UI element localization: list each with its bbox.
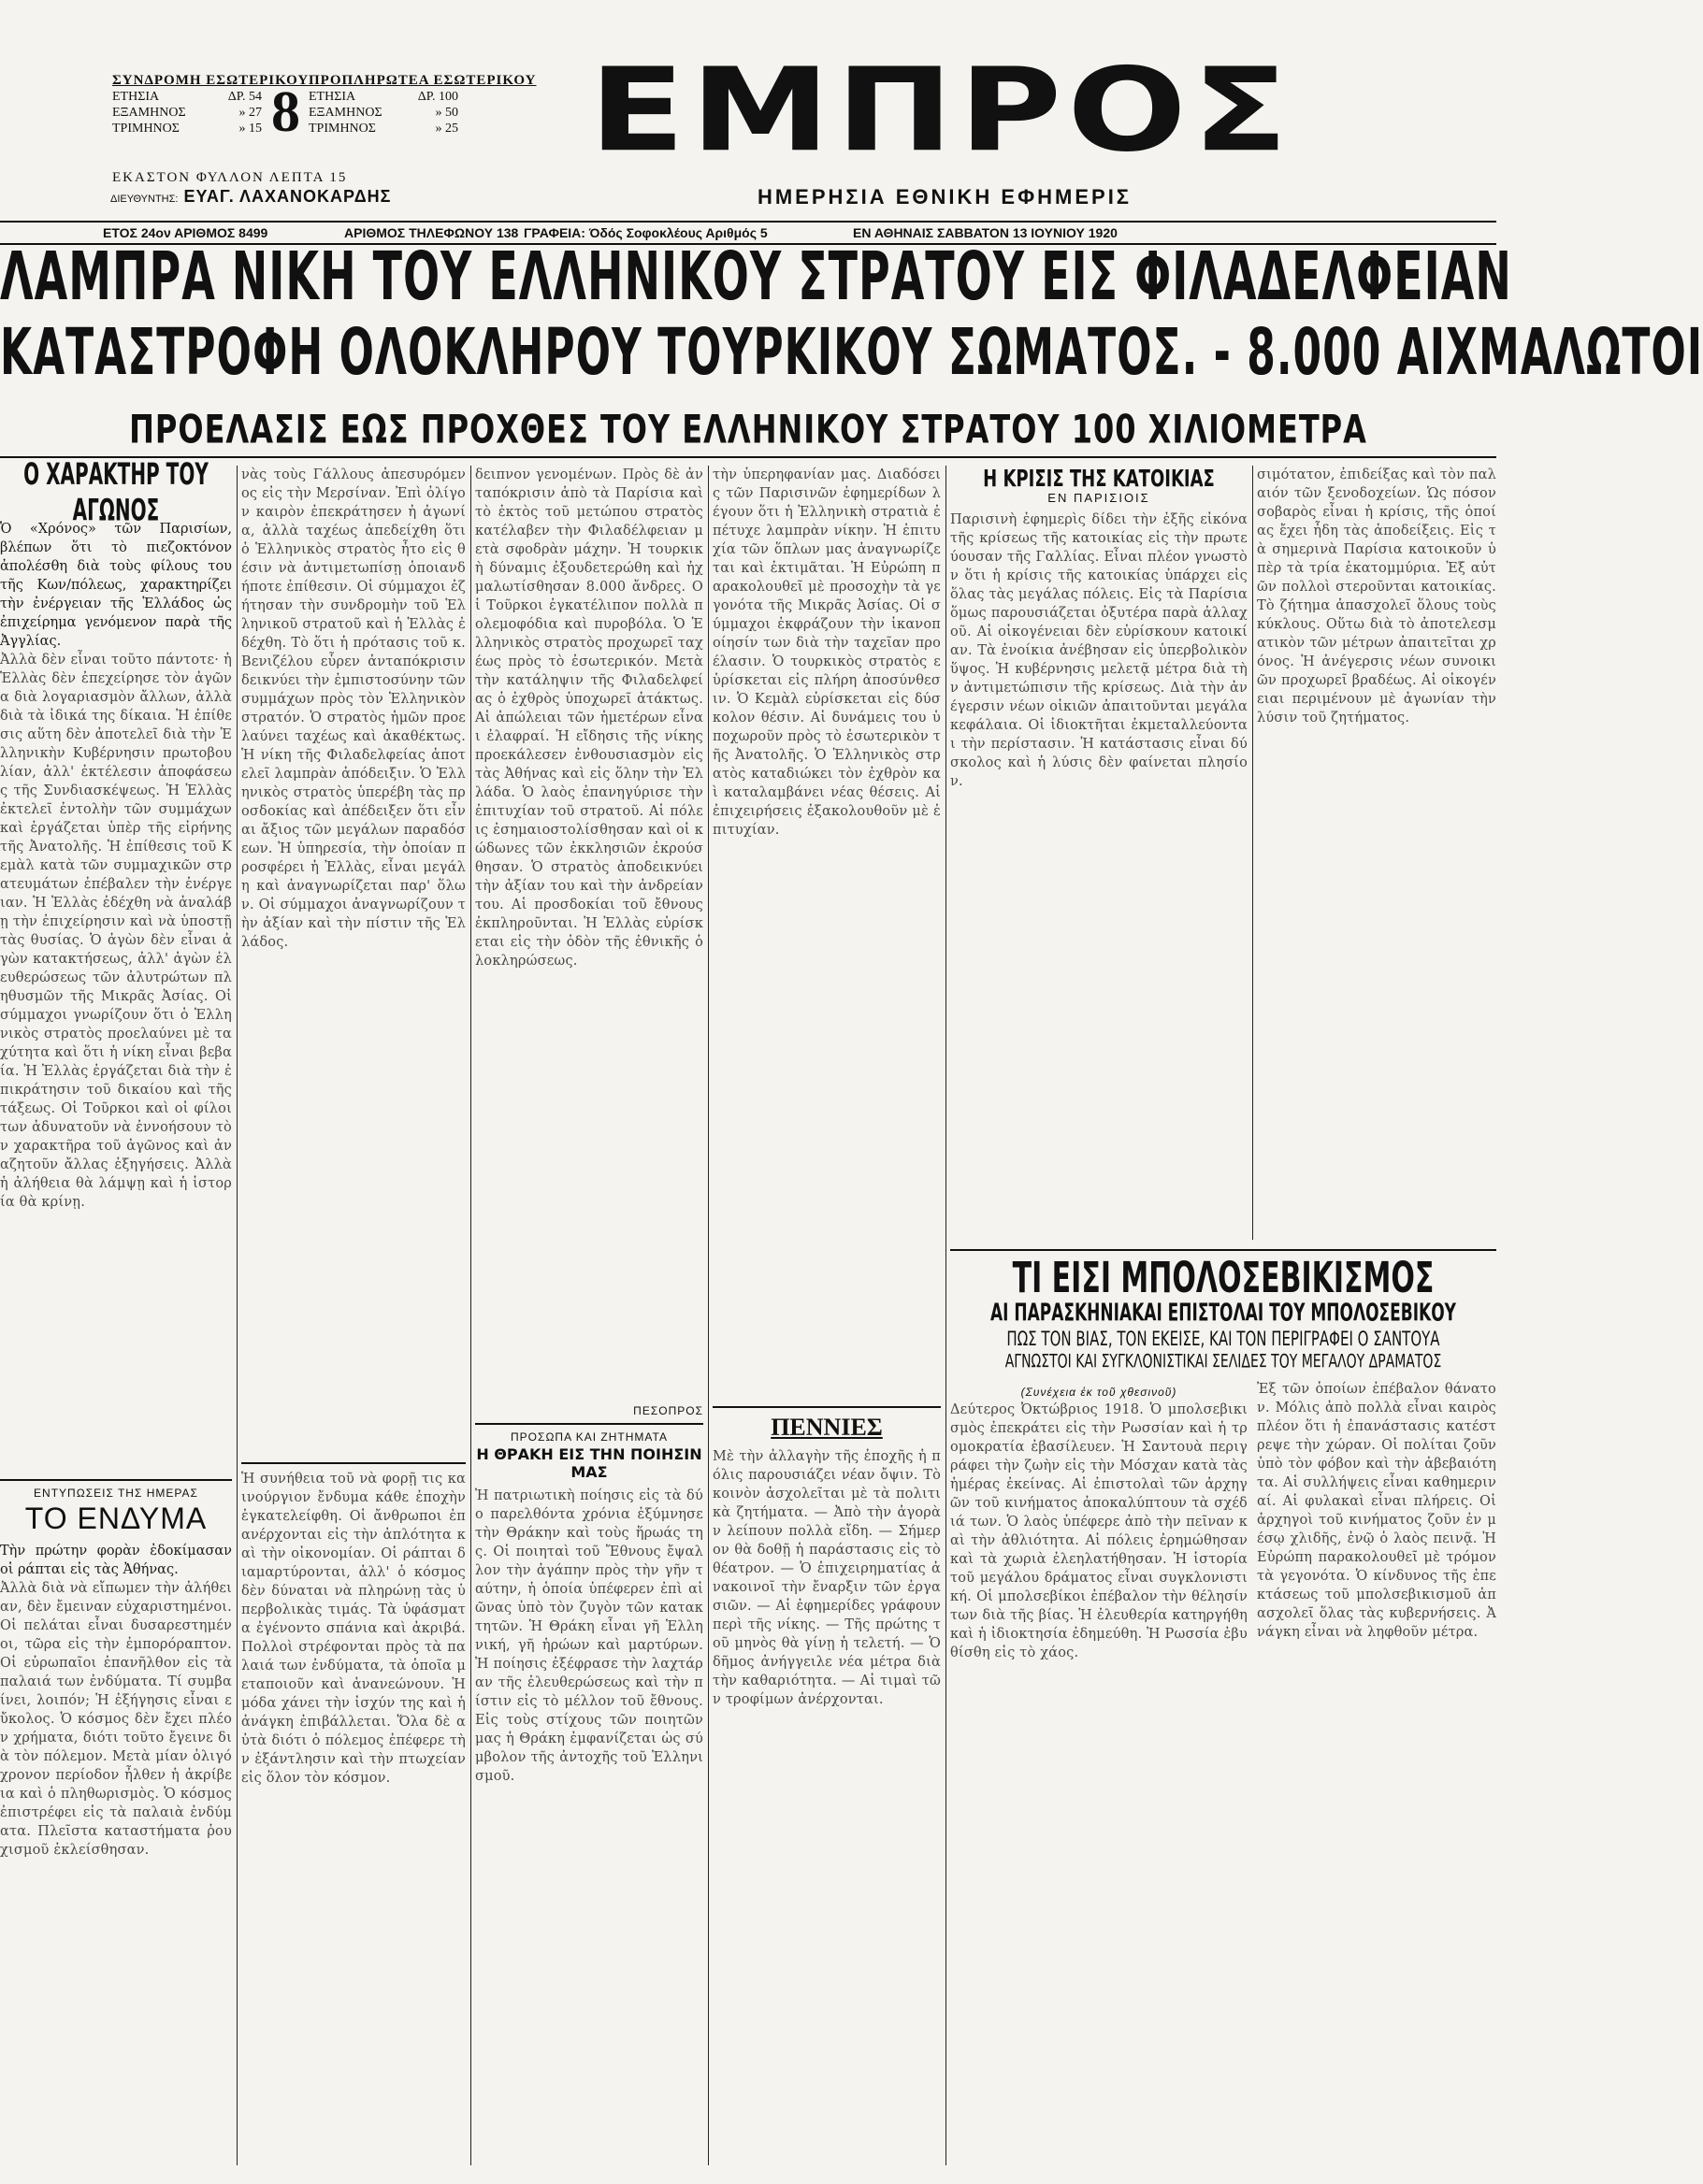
feature-top-rule (950, 1249, 1496, 1251)
column-section-header: ΠΡΟΣΩΠΑ ΚΑΙ ΖΗΤΗΜΑΤΑ (511, 1430, 668, 1444)
article-body-continued: νὰς τοὺς Γάλλους ἀπεσυρόμενος εἰς τὴν Μερσίναν. Ἐπὶ ὀλίγον καιρὸν ἐπεκράτησεν ἡ ἀγωνία, ἀλλὰ ταχέως ἀπεδείχθη ὅτι ὁ Ἑλληνικὸς στρατὸς ἦτο εἰς θέσιν νὰ ἀντιμετωπίσῃ ὁποιανδήποτε ἐπίθεσιν. Οἱ σύμμαχοι ἐζήτησαν τὴν συνδρομὴν τοῦ Ἑλληνικοῦ στρατοῦ καὶ ἡ Ἑλλὰς ἐδέχθη. Τὸ ὅτι ἡ πρότασις τοῦ κ. Βενιζέλου εὗρεν ἀνταπόκρισιν δεικνύει τὴν ἐμπιστοσύνην τῶν συμμάχων πρὸς τὸν Ἑλληνικὸν στρατόν. Ὁ στρατὸς ἡμῶν προελαύνει ταχέως καὶ ἀκαθέκτως. Ἡ νίκη τῆς Φιλαδελφείας ἀποτελεῖ λαμπρὰν ἀπόδειξιν. Ὁ Ἑλληνικὸς στρατὸς ὑπερέβη τὰς προσδοκίας καὶ ἀπέδειξεν ὅτι εἶναι ἄξιος τῶν μεγάλων παραδόσεων. Ἡ ὑπηρεσία, τὴν ὁποίαν προσφέρει ἡ Ἑλλὰς, εἶναι μεγάλη καὶ ἀναγνωρίζεται παρ' ὅλων. Οἱ σύμμαχοι ἀναγνωρίζουν τὴν ἀξίαν καὶ τὴν πίστιν τῆς Ἑλλάδος. (241, 467, 466, 950)
continuation-note: (Συνέχεια ἐκ τοῦ χθεσινοῦ) (1020, 1386, 1177, 1399)
housing-crisis-title (950, 465, 1248, 494)
tagline: ΗΜΕΡΗΣΙΑ ΕΘΝΙΚΗ ΕΦΗΜΕΡΙΣ (757, 185, 1133, 208)
bolshevism-title (950, 1254, 1496, 1303)
sub-row-value: » 27 (238, 106, 262, 120)
section-divider (475, 1423, 703, 1425)
sub-row-value: » 50 (435, 106, 458, 120)
column-divider (1252, 466, 1253, 1240)
column-4 (713, 466, 941, 2165)
column-divider (945, 466, 946, 2165)
year-issue: ΕΤΟΣ 24ον ΑΡΙΘΜΟΣ 8499 (103, 225, 268, 240)
director-name: ΕΥΑΓ. ΛΑΧΑΝΟΚΑΡΔΗΣ (183, 187, 392, 206)
third-headline-text: ΠΡΟΕΛΑΣΙΣ ΕΩΣ ΠΡΟΧΘΕΣ ΤΟΥ ΕΛΛΗΝΙΚΟΥ ΣΤΡΑΤΟΥ 100 ΧΙΛΙΟΜΕΤΡΑ (129, 406, 1367, 453)
logo-text: ΕΜΠΡΟΣ (589, 44, 1294, 178)
article-title-character (0, 455, 232, 528)
bolshevism-left-text: Δεύτερος Ὀκτώβριος 1918. Ὁ μπολσεβικισμὸς ἐπεκράτει εἰς τὴν Ρωσσίαν καὶ ἡ τρομοκρατία ἐβασίλευεν. Ἡ Σαντουὰ περιγράφει τὴν ζωὴν εἰς τὴν Μόσχαν κατὰ τὰς ἡμέρας ἐκείνας. Αἱ ἐπιστολαὶ τῶν ἀρχηγῶν τοῦ κινήματος ἀποκαλύπτουν τὰ σχέδιά των. Ὁ λαὸς ὑπέφερε ἀπὸ τὴν πεῖναν καὶ τὴν ἀθλιότητα. Αἱ πόλεις ἐρημώθησαν καὶ τὰ χωριὰ ἐλεηλατήθησαν. Ἡ ἱστορία τοῦ μεγάλου δράματος εἶναι συγκλονιστική. Οἱ μπολσεβίκοι ἐπέβαλον τὴν θέλησίν των διὰ τῆς βίας. Ἡ ἐλευθερία κατηργήθη καὶ ἡ ἰδιοκτησία ἐδημεύθη. Ἡ Ρωσσία ἐβυθίσθη εἰς τὸ χάος. (950, 1402, 1248, 1660)
column-5 (950, 466, 1248, 1240)
housing-crisis-text: Παρισινὴ ἐφημερὶς δίδει τὴν ἐξῆς εἰκόνα τῆς κρίσεως τῆς κατοικίας εἰς τὴν πρωτεύουσαν τῆς Γαλλίας. Εἶναι πλέον γνωστὸν ὅτι ἡ κρίσις τῆς κατοικίας ὑπάρχει εἰς ὅλας τὰς μεγάλας πόλεις. Εἰς τὰ Παρίσια ὅμως παρουσιάζεται ὀξυτέρα παρὰ ἀλλαχοῦ. Αἱ οἰκογένειαι δὲν εὑρίσκουν κατοικίαν. Τὰ ἐνοίκια ἀνέβησαν εἰς ὑπερβολικὸν ὕψος. Ἡ κυβέρνησις μελετᾷ μέτρα διὰ τὴν ἀντιμετώπισιν τῆς κρίσεως. Διὰ τὴν ἀνέγερσιν νέων οἰκιῶν ἀπαιτοῦνται μεγάλα κεφάλαια. Οἱ ἰδιοκτῆται ἐκμεταλλεύονται τὴν περίστασιν. Ἡ κατάστασις εἶναι δύσκολος καὶ ἡ λύσις δὲν φαίνεται πλησίον. (950, 512, 1248, 789)
thrace-poetry-text: Ἡ πατριωτικὴ ποίησις εἰς τὰ δύο παρελθόντα χρόνια ἐξύμνησε τὴν Θράκην καὶ τοὺς ἥρωάς της. Οἱ ποιηταὶ τοῦ Ἔθνους ἔψαλλον τὴν ἀγάπην πρὸς τὴν γῆν ταύτην, ἡ ὁποία ὑπέφερεν ἐπὶ αἰῶνας ὑπὸ τὸν ζυγὸν τῶν κατακτητῶν. Ἡ Θράκη εἶναι γῆ Ἑλληνική, γῆ ἡρώων καὶ μαρτύρων. Ἡ ποίησις ἐξέφρασε τὴν λαχτάραν τῆς ἐλευθερώσεως καὶ τὴν πίστιν εἰς τὸ μέλλον τοῦ ἔθνους. Εἰς τοὺς στίχους τῶν ποιητῶν μας ἡ Θράκη ἐμφανίζεται ὡς σύμβολον τῆς ἀντοχῆς τοῦ Ἑλληνισμοῦ. (475, 1488, 703, 1784)
column-divider (237, 466, 238, 2165)
bolshevism-subtitle-2-text: ΠΩΣ ΤΟΝ ΒΙΑΣ, ΤΟΝ ΕΚΕΙΣΕ, ΚΑΙ ΤΟΝ ΠΕΡΙΓΡΑΦΕΙ Ο ΣΑΝΤΟΥΑ (1006, 1327, 1440, 1351)
section-divider (713, 1406, 941, 1408)
bolshevism-subtitle-3 (950, 1351, 1496, 1373)
main-headline (0, 237, 1512, 315)
bolshevism-subtitle-2 (950, 1327, 1496, 1351)
column-divider (470, 466, 471, 2165)
masthead (0, 44, 1496, 215)
impressions-section-header: ΕΝΤΥΠΩΣΕΙΣ ΤΗΣ ΗΜΕΡΑΣ (34, 1487, 198, 1500)
sub-row-value: » 25 (435, 122, 458, 136)
sub-row-value: » 15 (238, 122, 262, 136)
impressions-title: ΤΟ ΕΝΔΥΜΑ (24, 1502, 208, 1535)
phone-number: ΑΡΙΘΜΟΣ ΤΗΛΕΦΩΝΟΥ 138 (344, 225, 519, 240)
column-3 (475, 466, 703, 2165)
subscription-header: ΣΥΝΔΡΟΜΗ ΕΣΩΤΕΡΙΚΟΥ (112, 73, 310, 88)
director-line (110, 187, 391, 207)
bolshevism-subtitle-3-text: ΑΓΝΩΣΤΟΙ ΚΑΙ ΣΥΓΚΛΟΝΙΣΤΙΚΑΙ ΣΕΛΙΔΕΣ ΤΟΥ ΜΕΓΑΛΟΥ ΔΡΑΜΑΤΟΣ (1004, 1351, 1442, 1373)
penies-title: ΠΕΝΝΙΕΣ (771, 1414, 883, 1441)
article-signature: ΠΕΣΟΠΡΟΣ (633, 1404, 703, 1417)
column-2 (241, 466, 466, 2165)
sub-row-label: ΕΤΗΣΙΑ (112, 90, 160, 104)
sub-row-label: ΤΡΙΜΗΝΟΣ (112, 122, 180, 136)
article-title-text: Ο ΧΑΡΑΚΤΗΡ ΤΟΥ ΑΓΩΝΟΣ (23, 455, 209, 528)
housing-crisis-title-text: Η ΚΡΙΣΙΣ ΤΗΣ ΚΑΤΟΙΚΙΑΣ (983, 465, 1215, 494)
second-headline (0, 315, 1703, 391)
column-4-upper-text: τὴν ὑπερηφανίαν μας. Διαδόσεις τῶν Παρισινῶν ἐφημερίδων λέγουν ὅτι ἡ Ἑλληνικὴ στρατιὰ ἐπέτυχε λαμπρὰν νίκην. Ἡ ἐπιτυχία τῶν ὅπλων μας ἀναγνωρίζεται καὶ ἐκτιμᾶται. Ἡ Εὐρώπη παρακολουθεῖ μὲ προσοχὴν τὰ γεγονότα τῆς Μικρᾶς Ἀσίας. Οἱ σύμμαχοι ἐκφράζουν τὴν ἱκανοποίησίν των διὰ τὴν ταχεῖαν προέλασιν. Ὁ τουρκικὸς στρατὸς εὑρίσκεται εἰς πλήρη ἀποσύνθεσιν. Ὁ Κεμὰλ εὑρίσκεται εἰς δύσκολον θέσιν. Αἱ δυνάμεις του ὑποχωροῦν πρὸς τὸ ἐσωτερικὸν τῆς Ἀνατολῆς. Ὁ Ἑλληνικὸς στρατὸς καταδιώκει τὸν ἐχθρὸν καὶ καταλαμβάνει νέας θέσεις. Αἱ ἐπιχειρήσεις ἐξακολουθοῦν μὲ ἐπιτυχίαν. (713, 467, 941, 838)
sub-row-label: ΕΤΗΣΙΑ (309, 90, 356, 104)
sub-row-value: ΔΡ. 100 (417, 90, 458, 104)
section-divider (0, 1479, 232, 1481)
column-6 (1257, 466, 1496, 1240)
sub-row-value: ΔΡ. 54 (227, 90, 262, 104)
bolshevism-right-text: Ἐξ τῶν ὁποίων ἐπέβαλον θάνατον. Μόλις ἀπὸ πολλὰ εἶναι καιρὸς πλέον ὅτι ἡ ἐπανάστασις κατέστρεψε τὴν χώραν. Οἱ πολίται ζοῦν ὑπὸ τὸν φόβον καὶ τὴν ἀβεβαιότητα. Αἱ συλλήψεις εἶναι καθημεριναί. Αἱ φυλακαὶ εἶναι πλήρεις. Οἱ ἀρχηγοὶ τοῦ κινήματος ζοῦν ἐν μέσῳ χλιδῆς, ἐνῷ ὁ λαὸς πεινᾷ. Ἡ Εὐρώπη παρακολουθεῖ μὲ τρόμον τὰ γεγονότα. Ὁ κίνδυνος τῆς ἐπεκτάσεως τοῦ μπολσεβικισμοῦ ἀπασχολεῖ ὅλας τὰς κυβερνήσεις. Ἀνάγκη εἶναι νὰ ληφθοῦν μέτρα. (1257, 1382, 1496, 1640)
price-line: ΕΚΑΣΤΟΝ ΦΥΛΛΟΝ ΛΕΠΤΑ 15 (112, 170, 348, 185)
sub-row-label: ΕΞΑΜΗΝΟΣ (112, 106, 186, 120)
housing-crisis-subtitle: ΕΝ ΠΑΡΙΣΙΟΙΣ (1047, 491, 1150, 505)
director-label: ΔΙΕΥΘΥΝΤΗΣ: (110, 194, 179, 205)
bolshevism-subtitle-1 (950, 1300, 1496, 1328)
war-report-text: δειπνον γενομένων. Πρὸς δὲ ἀνταπόκρισιν ἀπὸ τὰ Παρίσια καὶ τὸ ἐκτὸς τοῦ μετώπου στρατὸς κατέλαβεν τὴν Φιλαδέλφειαν μετὰ σφοδρὰν μάχην. Ἡ τουρκικὴ δύναμις ἐξουδετερώθη καὶ ἠχμαλωτίσθησαν 8.000 ἄνδρες. Οἱ Τοῦρκοι ἐγκατέλιπον πολλὰ πολεμοφόδια καὶ πυροβόλα. Ὁ Ἑλληνικὸς στρατὸς προχωρεῖ ταχέως πρὸς τὸ ἐσωτερικόν. Μετὰ τὴν κατάληψιν τῆς Φιλαδελφείας ὁ ἐχθρὸς ὑποχωρεῖ ἀτάκτως. Αἱ ἀπώλειαι τῶν ἡμετέρων εἶναι ἐλαφραί. Ἡ εἴδησις τῆς νίκης προεκάλεσεν ἐνθουσιασμὸν εἰς τὰς Ἀθήνας καὶ εἰς ὅλην τὴν Ἑλλάδα. Ὁ λαὸς ἐπανηγύρισε τὴν ἐπιτυχίαν τοῦ στρατοῦ. Αἱ πόλεις ἐσημαιοστολίσθησαν καὶ οἱ κώδωνες τῶν ἐκκλησιῶν ἐκρούσθησαν. Ὁ στρατὸς ἀποδεικνύει τὴν ἀξίαν του καὶ τὴν ἀνδρείαν του. Αἱ προσδοκίαι τοῦ ἔθνους ἐκπληροῦνται. Ἡ Ἑλλὰς εὑρίσκεται εἰς τὴν ὁδὸν τῆς ἐθνικῆς ὁλοκληρώσεως. (475, 467, 703, 969)
office-address: ΓΡΑΦΕΙΑ: Όδός Σοφοκλέους Αριθμός 5 (524, 225, 768, 240)
page-marker: 8 (271, 80, 300, 144)
newspaper-logo (589, 44, 1300, 178)
bolshevism-subtitle-1-text: ΑΙ ΠΑΡΑΣΚΗΝΙΑΚΑΙ ΕΠΙΣΤΟΛΑΙ ΤΟΥ ΜΠΟΛΟΣΕΒΙΚΟΥ (989, 1300, 1456, 1328)
impressions-continued-text: Ἡ συνήθεια τοῦ νὰ φορῇ τις καινούργιον ἔνδυμα κάθε ἐποχὴν ἐγκατελείφθη. Οἱ ἄνθρωποι ἐπανέρχονται εἰς τὴν ἀπλότητα καὶ τὴν οἰκονομίαν. Οἱ ράπται διαμαρτύρονται, ἀλλ' ὁ κόσμος δὲν δύναται νὰ πληρώνῃ τὰς ὑπερβολικὰς τιμάς. Τὰ ὑφάσματα ἐγένοντο σπάνια καὶ ἀκριβά. Πολλοὶ στρέφονται πρὸς τὰ παλαιά των ἐνδύματα, τὰ ὁποῖα μεταποιοῦν καὶ ἀνανεώνουν. Ἡ μόδα χάνει τὴν ἰσχύν της καὶ ἡ ἀνάγκη ἐπιβάλλεται. Ὅλα δὲ αὐτὰ διότι ὁ πόλεμος ἐπέφερε τὴν ἐξάντλησιν καὶ τὴν πτωχείαν εἰς ὅλον τὸν κόσμον. (241, 1472, 466, 1786)
bolshevism-title-text: ΤΙ ΕΙΣΙ ΜΠΟΛΟΣΕΒΙΚΙΣΜΟΣ (1012, 1254, 1435, 1303)
bolshevism-column-left (950, 1380, 1248, 2175)
bolshevism-feature (950, 1249, 1496, 2184)
bolshevism-columns (950, 1380, 1496, 2175)
article-body-text-block: Ἀλλὰ δὲν εἶναι τοῦτο πάντοτε· ἡ Ἑλλὰς δὲν ἐπεχείρησε τὸν ἀγῶνα διὰ λογαριασμὸν ἄλλων, ἀλλὰ διὰ τὰ ἰδικά της δίκαια. Ἡ ἐπίθεσις αὕτη δὲν ἀποτελεῖ διὰ τὴν Ἑλληνικὴν Κυβέρνησιν πρωτοβουλίαν, ἀλλ' ἐκτέλεσιν ἀποφάσεως τῆς Συνδιασκέψεως. Ἡ Ἑλλὰς ἐκτελεῖ ἐντολὴν τῶν συμμάχων καὶ ἐργάζεται ὑπὲρ τῆς εἰρήνης τῆς Ἀνατολῆς. Ἡ ἐπίθεσις τοῦ Κεμὰλ κατὰ τῶν συμμαχικῶν στρατευμάτων ἐπέβαλεν τὴν ἐνέργειαν. Ἡ Ἑλλὰς ἐδέχθη νὰ ἀναλάβῃ τὴν ἐπιχείρησιν καὶ νὰ ὑποστῇ τὰς θυσίας. Ὁ ἀγὼν δὲν εἶναι ἀγὼν κατακτήσεως, ἀλλ' ἀγὼν ἐλευθερώσεως τῶν ἀλυτρώτων πληθυσμῶν τῆς Μικρᾶς Ἀσίας. Οἱ σύμμαχοι γνωρίζουν ὅτι ὁ Ἑλληνικὸς στρατὸς προελαύνει μὲ ταχύτητα καὶ ὅτι ἡ νίκη εἶναι βεβαία. Ἡ Ἑλλὰς ἐργάζεται διὰ τὴν ἐπικράτησιν τοῦ δικαίου καὶ τῆς τάξεως. Οἱ Τοῦρκοι καὶ οἱ φίλοι των ἀδυνατοῦν νὰ ἐννοήσουν τὸν χαρακτῆρα τοῦ ἀγῶνος καὶ ἀναζητοῦν ἄλλας ἐξηγήσεις. Ἀλλὰ ἡ ἀλήθεια θὰ λάμψῃ καὶ ἡ ἱστορία θὰ κρίνῃ. (0, 653, 232, 1210)
sub-row-label: ΤΡΙΜΗΝΟΣ (309, 122, 376, 136)
issue-date: ΕΝ ΑΘΗΝΑΙΣ ΣΑΒΒΑΤΟΝ 13 ΙΟΥΝΙΟΥ 1920 (853, 225, 1118, 240)
impressions-lead: Τὴν πρώτην φορὰν ἐδοκίμασαν οἱ ράπται εἰς τὰς Ἀθήνας. (0, 1544, 232, 1577)
sub-row-label: ΕΞΑΜΗΝΟΣ (309, 106, 382, 120)
column-1 (0, 455, 232, 2165)
column-divider (708, 466, 709, 2165)
bolshevism-column-right (1257, 1380, 1496, 2175)
main-headline-text: ΛΑΜΠΡΑ ΝΙΚΗ ΤΟΥ ΕΛΛΗΝΙΚΟΥ ΣΤΡΑΤΟΥ ΕΙΣ ΦΙΛΑΔΕΛΦΕΙΑΝ (0, 237, 1512, 315)
column-6-text: σιμότατον, ἐπιδείξας καὶ τὸν παλαιόν τῶν ξενοδοχείων. Ὡς πόσον σοβαρὸς εἶναι ἡ κρίσις, τῆς ὁποίας ἔχει ἦδη τὰς ἀποδείξεις. Εἰς τὰ σημερινὰ Παρίσια κατοικοῦν ὑπὲρ τὰ τρία ἑκατομμύρια. Ἐξ αὐτῶν πολλοὶ στεροῦνται κατοικίας. Τὸ ζήτημα ἀπασχολεῖ ὅλους τοὺς κύκλους. Οὕτω διὰ τὸ ἀποτελεσματικὸν τῶν μέτρων ἀπαιτεῖται χρόνος. Ἡ ἀνέγερσις νέων συνοικιῶν προχωρεῖ βραδέως. Αἱ οἰκογένειαι περιμένουν μὲ ἀγωνίαν τὴν λύσιν τοῦ ζητήματος. (1257, 467, 1497, 726)
subscription-header: ΠΡΟΠΛΗΡΩΤΕΑ ΕΣΩΤΕΡΙΚΟΥ (309, 73, 537, 88)
second-headline-text: ΚΑΤΑΣΤΡΟΦΗ ΟΛΟΚΛΗΡΟΥ ΤΟΥΡΚΙΚΟΥ ΣΩΜΑΤΟΣ. - 8.000 ΑΙΧΜΑΛΩΤΟΙ (0, 315, 1703, 391)
penies-text: Μὲ τὴν ἀλλαγὴν τῆς ἐποχῆς ἡ πόλις παρουσιάζει νέαν ὄψιν. Τὸ κοινὸν ἀσχολεῖται μὲ τὰ πολιτικὰ ζητήματα. — Ἀπὸ τὴν ἀγορὰν λείπουν πολλὰ εἴδη. — Σήμερον θὰ δοθῇ ἡ παράστασις εἰς τὸ θέατρον. — Ὁ ἐπιχειρηματίας ἀνακοινοῖ τὴν ἔναρξιν τῶν ἐργασιῶν. — Αἱ ἐφημερίδες γράφουν περὶ τῆς νίκης. — Τῆς πρώτης τοῦ μηνὸς θὰ γίνῃ ἡ τελετή. — Ὁ δῆμος ἀνήγγειλε νέα μέτρα διὰ τὴν καθαριότητα. — Αἱ τιμαὶ τῶν τροφίμων ἀνέρχονται. (713, 1449, 941, 1707)
subscription-box-prepaid (309, 73, 537, 136)
impressions-body-text: Ἀλλὰ διὰ νὰ εἴπωμεν τὴν ἀλήθειαν, δὲν ἔμειναν εὐχαριστημένοι. Οἱ πελάται εἶναι δυσαρεστημένοι, τῶρα εἰς τὴν ἐμπορόραπτον. Οἱ εὐρωπαῖοι ἐπανῆλθον εἰς τὰ παλαιά των ἐνδύματα. Τί συμβαίνει, λοιπόν; Ἡ ἐξήγησις εἶναι εὔκολος. Ὁ κόσμος δὲν ἔχει πλέον χρήματα, διότι τοῦτο ἔγεινε διὰ τὸν πόλεμον. Μετὰ μίαν ὀλιγόχρονον περίοδον ἦλθεν ἡ ἀκρίβεια καὶ ὁ πληθωρισμὸς. Ὁ κόσμος ἐπιστρέφει εἰς τὰ παλαιὰ ἐνδύματα. Πλεῖστα καταστήματα ῥουχισμοῦ ἐκλείσθησαν. (0, 1581, 232, 1858)
section-divider (241, 1462, 466, 1464)
third-headline (0, 406, 1496, 453)
thrace-poetry-title: Η ΘΡΑΚΗ ΕΙΣ ΤΗΝ ΠΟΙΗΣΙΝ ΜΑΣ (476, 1445, 702, 1481)
article-lead: Ὁ «Χρόνος» τῶν Παρισίων, βλέπων ὅτι τὸ πιεζοκτόνον ἀπολέσθη διὰ τοὺς φίλους του τῆς Κων/πόλεως, χαρακτηρίζει τὴν ἐνέργειαν τῆς Ἑλλάδος ὡς ἐπιχείρημα γενόμενον παρὰ τῆς Ἀγγλίας. (0, 522, 232, 649)
